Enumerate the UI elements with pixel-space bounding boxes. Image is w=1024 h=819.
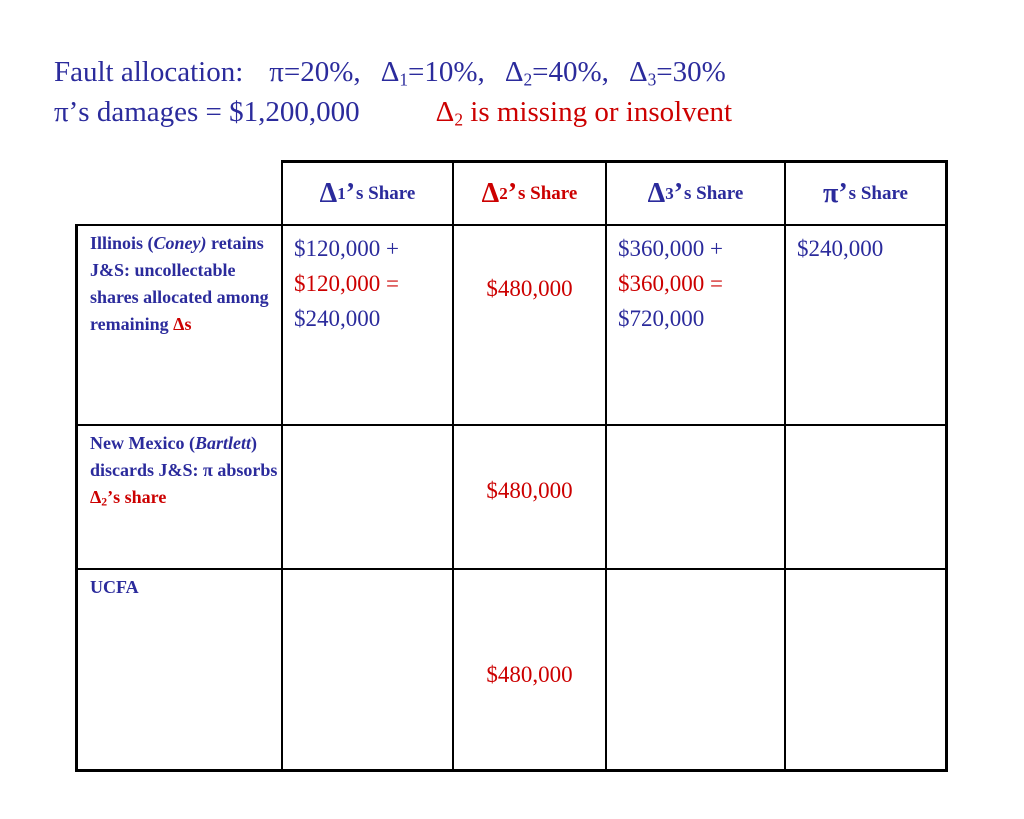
illinois-d1-share xyxy=(283,226,452,424)
header-d2-apostrophe: ’ xyxy=(507,177,518,209)
header-d1-symbol: Δ xyxy=(319,177,338,209)
d3-subscript: 3 xyxy=(647,69,657,90)
nm-red-symbol: Δ xyxy=(90,487,102,507)
nm-pi-share xyxy=(786,426,945,568)
nm-label-part2: ) discards J&S: π absorbs xyxy=(90,433,278,480)
ucfa-label: UCFA xyxy=(90,577,139,597)
nm-d2-value: $480,000 xyxy=(486,478,573,503)
illinois-d1-line1: $120,000 + xyxy=(294,236,399,261)
ucfa-d2-value: $480,000 xyxy=(486,661,573,687)
row-label-illinois xyxy=(78,226,281,424)
illinois-d3-line2: $360,000 = xyxy=(618,271,723,296)
row-label-new-mexico xyxy=(78,426,281,568)
illinois-d1-line2: $120,000 = xyxy=(294,271,399,296)
d2-symbol: Δ xyxy=(504,56,524,88)
illinois-d2-share xyxy=(454,226,605,424)
header-d1-suffix: s Share xyxy=(356,182,416,204)
row-label-ucfa xyxy=(78,570,281,769)
pi-symbol: π xyxy=(269,56,284,88)
illinois-d3-line1: $360,000 + xyxy=(618,236,723,261)
ucfa-pi-share xyxy=(786,570,945,769)
missing-text: is missing or insolvent xyxy=(463,96,733,128)
illinois-label-part1: Illinois ( xyxy=(90,233,154,253)
header-pi-apostrophe: ’ xyxy=(838,177,848,209)
illinois-d3-line3: $720,000 xyxy=(618,306,705,331)
header-pi-suffix: s Share xyxy=(848,182,908,204)
header-d1-apostrophe: ’ xyxy=(345,177,356,209)
header-pi-symbol: π xyxy=(823,177,839,209)
d1-symbol: Δ xyxy=(380,56,400,88)
d1-fault-value: =10%, xyxy=(408,56,485,88)
illinois-d3-share xyxy=(607,226,784,424)
nm-label-part1: New Mexico ( xyxy=(90,433,195,453)
header-d2-symbol: Δ xyxy=(481,177,500,209)
missing-symbol: Δ xyxy=(435,96,455,128)
d2-fault-value: =40%, xyxy=(532,56,609,88)
illinois-case-name: Coney) xyxy=(153,233,207,253)
header-d3-suffix: s Share xyxy=(684,182,744,204)
d3-symbol: Δ xyxy=(628,56,648,88)
header-d3-share: Δ 3 ’ s Share xyxy=(647,177,744,209)
d1-subscript: 1 xyxy=(399,69,409,90)
nm-red-rest: ’s share xyxy=(107,487,167,507)
nm-label-red-part xyxy=(90,487,166,507)
missing-subscript: 2 xyxy=(454,109,464,130)
nm-d3-share xyxy=(607,426,784,568)
ucfa-d2-share xyxy=(454,570,605,779)
nm-d1-share xyxy=(283,426,452,568)
nm-case-name: Bartlett xyxy=(194,433,251,453)
illinois-d2-value: $480,000 xyxy=(486,276,573,301)
header-d3-apostrophe: ’ xyxy=(673,177,684,209)
d3-fault-value: =30% xyxy=(656,56,726,88)
illinois-label-red-symbol: Δs xyxy=(173,314,192,334)
d2-subscript: 2 xyxy=(523,69,533,90)
header-d2-share: Δ 2 ’ s Share xyxy=(481,177,578,209)
fault-allocation-label: Fault allocation: xyxy=(54,56,244,88)
ucfa-d1-share xyxy=(283,570,452,769)
table-right-border xyxy=(945,160,948,772)
header-d3-symbol: Δ xyxy=(647,177,666,209)
damages-text: π’s damages = $1,200,000 xyxy=(54,96,360,128)
nm-d2-share xyxy=(454,426,605,556)
nm-red-subscript: 2 xyxy=(101,495,108,509)
missing-defendant-note xyxy=(436,96,732,128)
illinois-label-part2: retains J&S: uncollectable shares allocated among remaining xyxy=(90,233,269,334)
damages-line xyxy=(54,96,733,130)
fault-allocation-line xyxy=(54,56,726,90)
ucfa-d3-share xyxy=(607,570,784,769)
illinois-pi-share xyxy=(786,226,945,424)
header-d1-share: Δ 1 ’ s Share xyxy=(319,177,416,209)
illinois-pi-value: $240,000 xyxy=(797,236,884,261)
header-d2-suffix: s Share xyxy=(518,182,578,204)
pi-fault-value: =20%, xyxy=(283,56,361,88)
illinois-d1-line3: $240,000 xyxy=(294,306,381,331)
header-pi-share xyxy=(786,163,945,224)
